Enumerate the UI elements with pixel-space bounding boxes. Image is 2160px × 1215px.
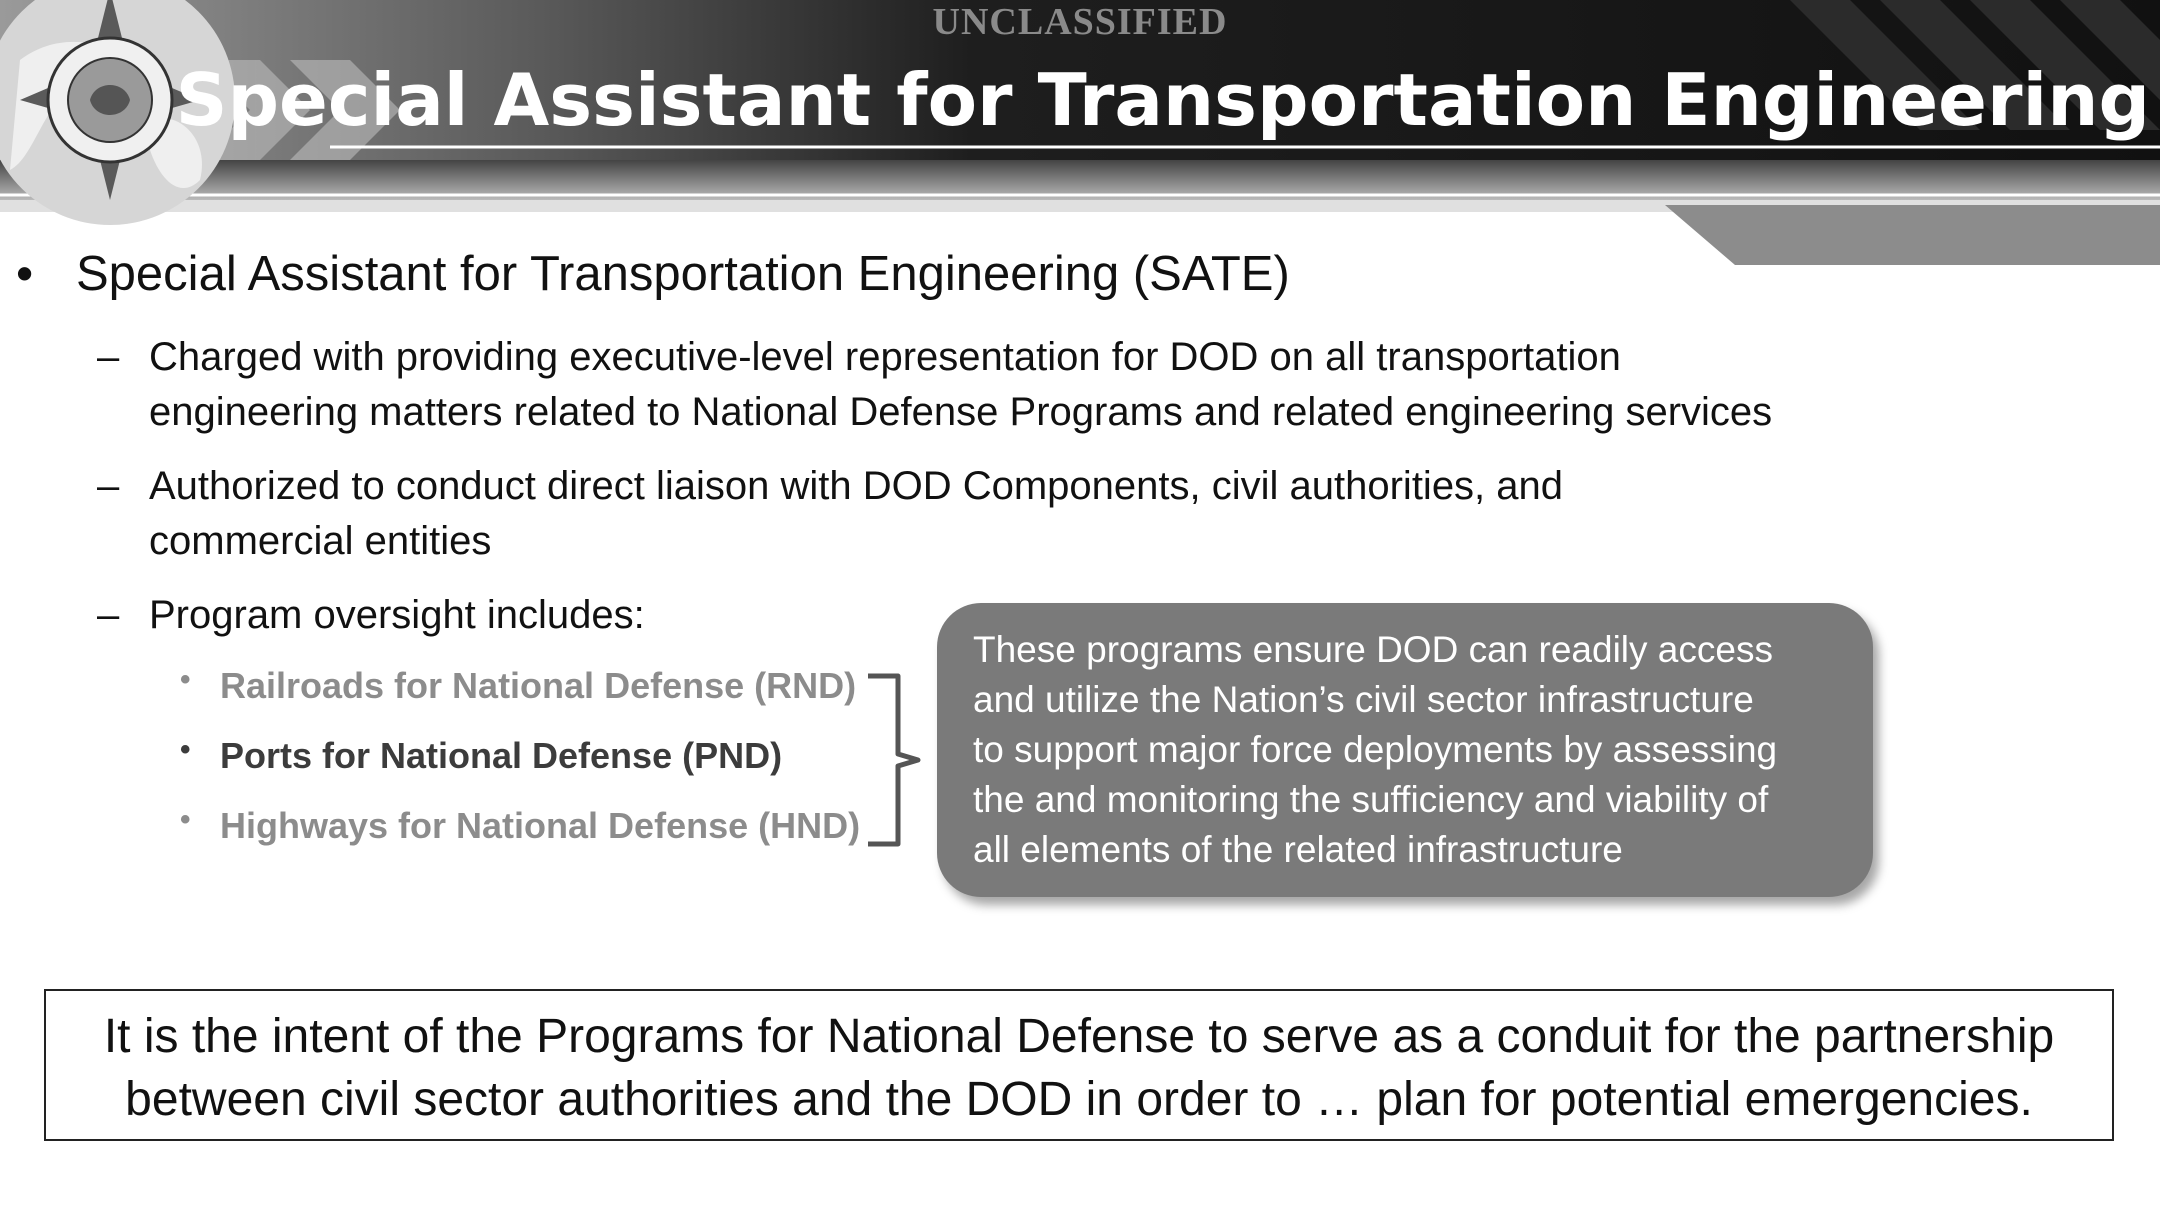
intent-line: between civil sector authorities and the DOD in order to … plan for potential emergencies. [125,1073,2033,1126]
header-banner [0,0,2160,270]
program-label: Ports for National Defense (PND) [220,735,783,776]
dash-icon: – [97,464,120,508]
callout-box [937,603,1873,897]
callout-line: to support major force deployments by assessing [973,729,1778,770]
sub-bullet-line: Authorized to conduct direct liaison with DOD Components, civil authorities, and [149,464,1564,508]
sub-bullet-line: engineering matters related to National Defense Programs and related engineering services [149,390,1773,434]
program-label: Railroads for National Defense (RND) [220,665,857,706]
intent-statement-box [44,989,2114,1141]
program-label: Highways for National Defense (HND) [220,805,861,846]
callout-line: the and monitoring the sufficiency and viability of [973,779,1769,820]
bullet-dot-icon: • [180,733,191,766]
callout-line: all elements of the related infrastructure [973,829,1623,870]
classification-marking: UNCLASSIFIED [932,1,1228,43]
main-bullet-text: Special Assistant for Transportation Engineering (SATE) [76,247,1290,301]
bullet-dot-icon: • [180,803,191,836]
callout-line: These programs ensure DOD can readily access [973,629,1773,670]
bullet-dot-icon: • [16,247,34,301]
page-title: Special Assistant for Transportation Engineering [175,58,2150,142]
intent-line: It is the intent of the Programs for National Defense to serve as a conduit for the partnership [103,1010,2055,1063]
bullet-dot-icon: • [180,663,191,696]
sub-bullet-line: Charged with providing executive-level representation for DOD on all transportation [149,335,1621,379]
sub-bullet-line: Program oversight includes: [149,593,645,637]
callout-line: and utilize the Nation’s civil sector infrastructure [973,679,1754,720]
sub-bullet-line: commercial entities [149,519,492,563]
callout-text [973,625,1853,875]
dash-icon: – [97,593,120,637]
right-brace-icon [860,670,930,850]
dash-icon: – [97,335,120,379]
